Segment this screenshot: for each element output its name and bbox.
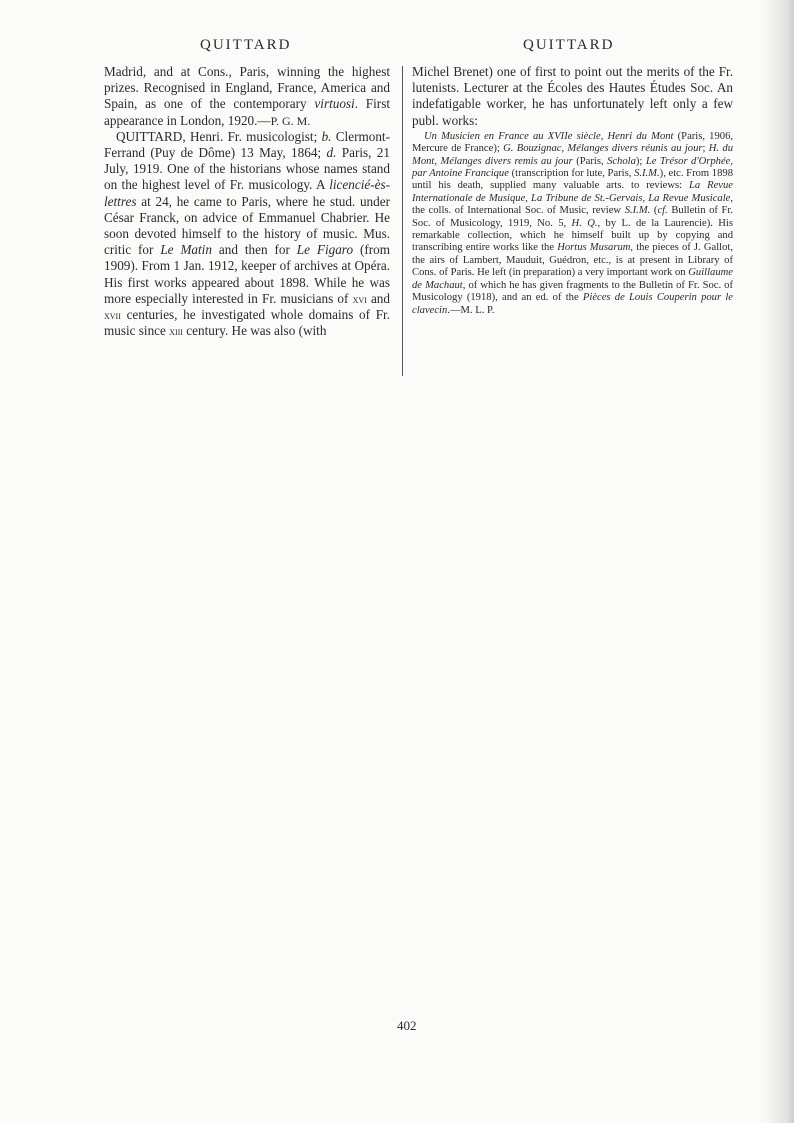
book-spine-shadow bbox=[758, 0, 794, 1123]
column-divider bbox=[402, 66, 403, 376]
entry-headword: QUITTARD, Henri. bbox=[116, 128, 224, 144]
entry-quittard: QUITTARD, Henri. Fr. musicologist; b. Clermont-Ferrand (Puy de Dôme) 13 May, 1864; d. Paris, 21 July, 1919. One of the historians whose names stand on the highest level of Fr. musicology. A licencié-ès-lettres at 24, he came to Paris, where he stud. under César Franck, on advice of Emmanuel Chabrier. He soon devoted himself to the history of music. Mus. critic for Le Matin and then for Le Figaro (from 1909). From 1 Jan. 1912, keeper of archives at Opéra. His first works appeared about 1898. While he was more especially interested in Fr. musicians of xvi and xvii centuries, he investigated whole domains of Fr. music since xiii century. He was also (with bbox=[104, 128, 390, 339]
running-head-left: QUITTARD bbox=[200, 37, 292, 53]
contributor-initials: P. G. M. bbox=[270, 113, 311, 128]
running-head-right: QUITTARD bbox=[523, 37, 615, 53]
left-column bbox=[104, 64, 390, 339]
page-number: 402 bbox=[397, 1018, 417, 1033]
works-list: Un Musicien en France au XVIIe siècle, Henri du Mont (Paris, 1906, Mercure de France); G. Bouzignac, Mélanges divers réunis au jour; H. du Mont, Mélanges divers remis au jour (Paris, Schola); Le Trésor d'Orphée, par Antoine Francique (transcription for lute, Paris, S.I.M.), etc. From 1898 until his death, supplied many valuable arts. to reviews: La Revue Internationale de Musique, La Tribune de St.-Gervais, La Revue Musicale, the colls. of International Soc. of Music, review S.I.M. (cf. Bulletin of Fr. Soc. of Musicology, 1919, No. 5, H. Q., by L. de la Laurencie). His remarkable collection, which he himself built up by copying and transcribing entire works like the Hortus Musarum, the pieces of J. Gallot, the airs of Lambert, Mauduit, Guédron, etc., is at present in Library of Cons. of Paris. He left (in preparation) a very important work on Guillaume de Machaut, of which he has given fragments to the Bulletin of Fr. Soc. of Musicology (1918), and an ed. of the Pièces de Louis Couperin pour le clavecin.—M. L. P. bbox=[412, 130, 734, 316]
right-column bbox=[412, 64, 733, 317]
entry-continuation: Michel Brenet) one of first to point out the merits of the Fr. lutenists. Lecturer at the Écoles des Hautes Études Soc. An indefatigable worker, he has unfortunately left only a few publ. works: bbox=[412, 64, 733, 128]
previous-entry-continuation: Madrid, and at Cons., Paris, winning the highest prizes. Recognised in England, France, America and Spain, as one of the contemporary virtuosi. First appearance in London, 1920.—P. G. M. bbox=[104, 64, 390, 128]
